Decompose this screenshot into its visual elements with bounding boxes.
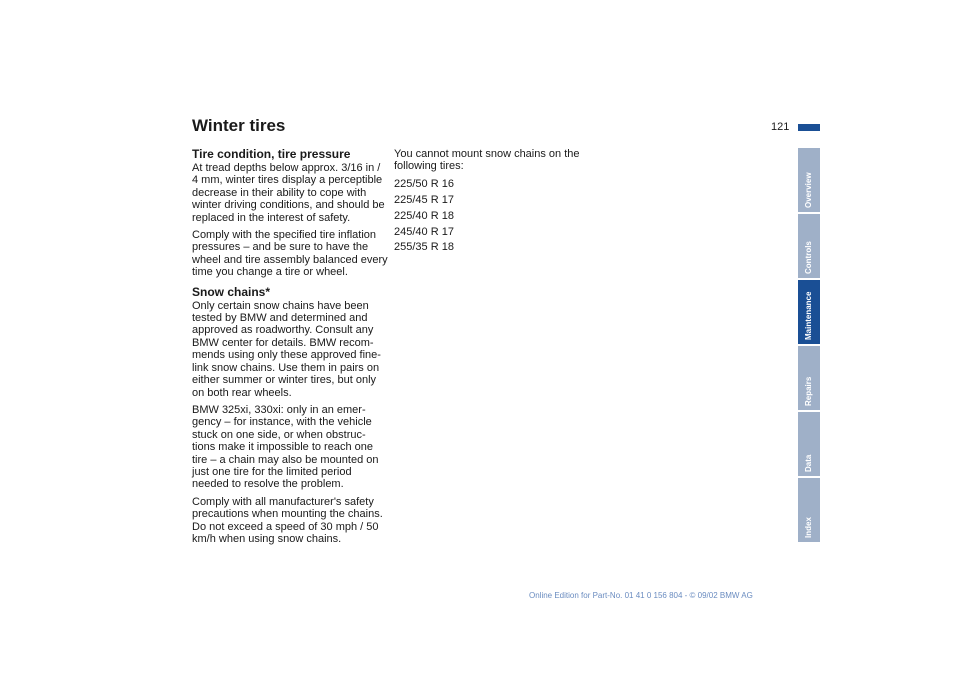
- tab-overview[interactable]: [798, 148, 820, 212]
- tab-label: Overview: [804, 172, 813, 208]
- section-heading-tire-condition: Tire condition, tire pressure: [192, 147, 351, 161]
- paragraph-safety-precautions: Comply with all manufacturer's safety precautions when mounting the chains. Do not exceed a speed of 30 mph / 50 km/h when using snow chains.: [192, 495, 383, 545]
- section-heading-snow-chains: Snow chains*: [192, 284, 271, 299]
- tab-label: Controls: [804, 241, 813, 274]
- paragraph-no-chains-intro: You cannot mount snow chains on the following tires:: [394, 148, 580, 173]
- paragraph-emergency-use: BMW 325xi, 330xi: only in an emer-gency – for instance, with the vehicle stuck on one side, or when obstruc-tions make it impossible to reach one tire – a chain may also be mounted on just one tire for the limited period needed to resolve the problem.: [192, 403, 379, 491]
- page-number: 121: [771, 121, 790, 133]
- paragraph-approved-chains: Only certain snow chains have been tested by BMW and determined and approved as roadworthy. Consult any BMW center for details. BMW recom-mends using only these approved fine-link snow chains. Use them in pairs on either summer or winter tires, but only on both rear wheels.: [192, 299, 381, 399]
- tab-controls[interactable]: [798, 214, 820, 278]
- list-item: 255/35 R 18: [394, 241, 454, 254]
- left-column: [192, 148, 388, 550]
- tab-data[interactable]: [798, 412, 820, 476]
- paragraph-inflation-pressure: Comply with the specified tire inflation pressures – and be sure to have the wheel and tire assembly balanced every time you change a tire or wheel.: [192, 229, 388, 279]
- tab-label: Index: [804, 517, 813, 538]
- tab-index[interactable]: [798, 478, 820, 542]
- list-item: 225/45 R 17: [394, 193, 454, 206]
- tab-label: Repairs: [804, 376, 813, 406]
- paragraph-tread-depth: At tread depths below approx. 3/16 in / 4 mm, winter tires display a perceptible decrease in their ability to cope with winter driving conditions, and should be replaced in the interest of safety.: [192, 162, 385, 224]
- footer-copyright: Online Edition for Part-No. 01 41 0 156 804 - © 09/02 BMW AG: [529, 591, 753, 600]
- middle-column: [394, 148, 590, 257]
- list-item: 245/40 R 17: [394, 225, 454, 238]
- tab-repairs[interactable]: [798, 346, 820, 410]
- tab-maintenance[interactable]: [798, 280, 820, 344]
- page-number-marker: [798, 124, 820, 131]
- page-title: Winter tires: [192, 116, 286, 135]
- list-item: 225/50 R 16: [394, 177, 454, 190]
- tab-label: Maintenance: [804, 291, 813, 340]
- list-item: 225/40 R 18: [394, 209, 454, 222]
- tab-label: Data: [804, 454, 813, 472]
- chapter-tabs: [798, 148, 820, 544]
- tire-size-list: [394, 178, 590, 254]
